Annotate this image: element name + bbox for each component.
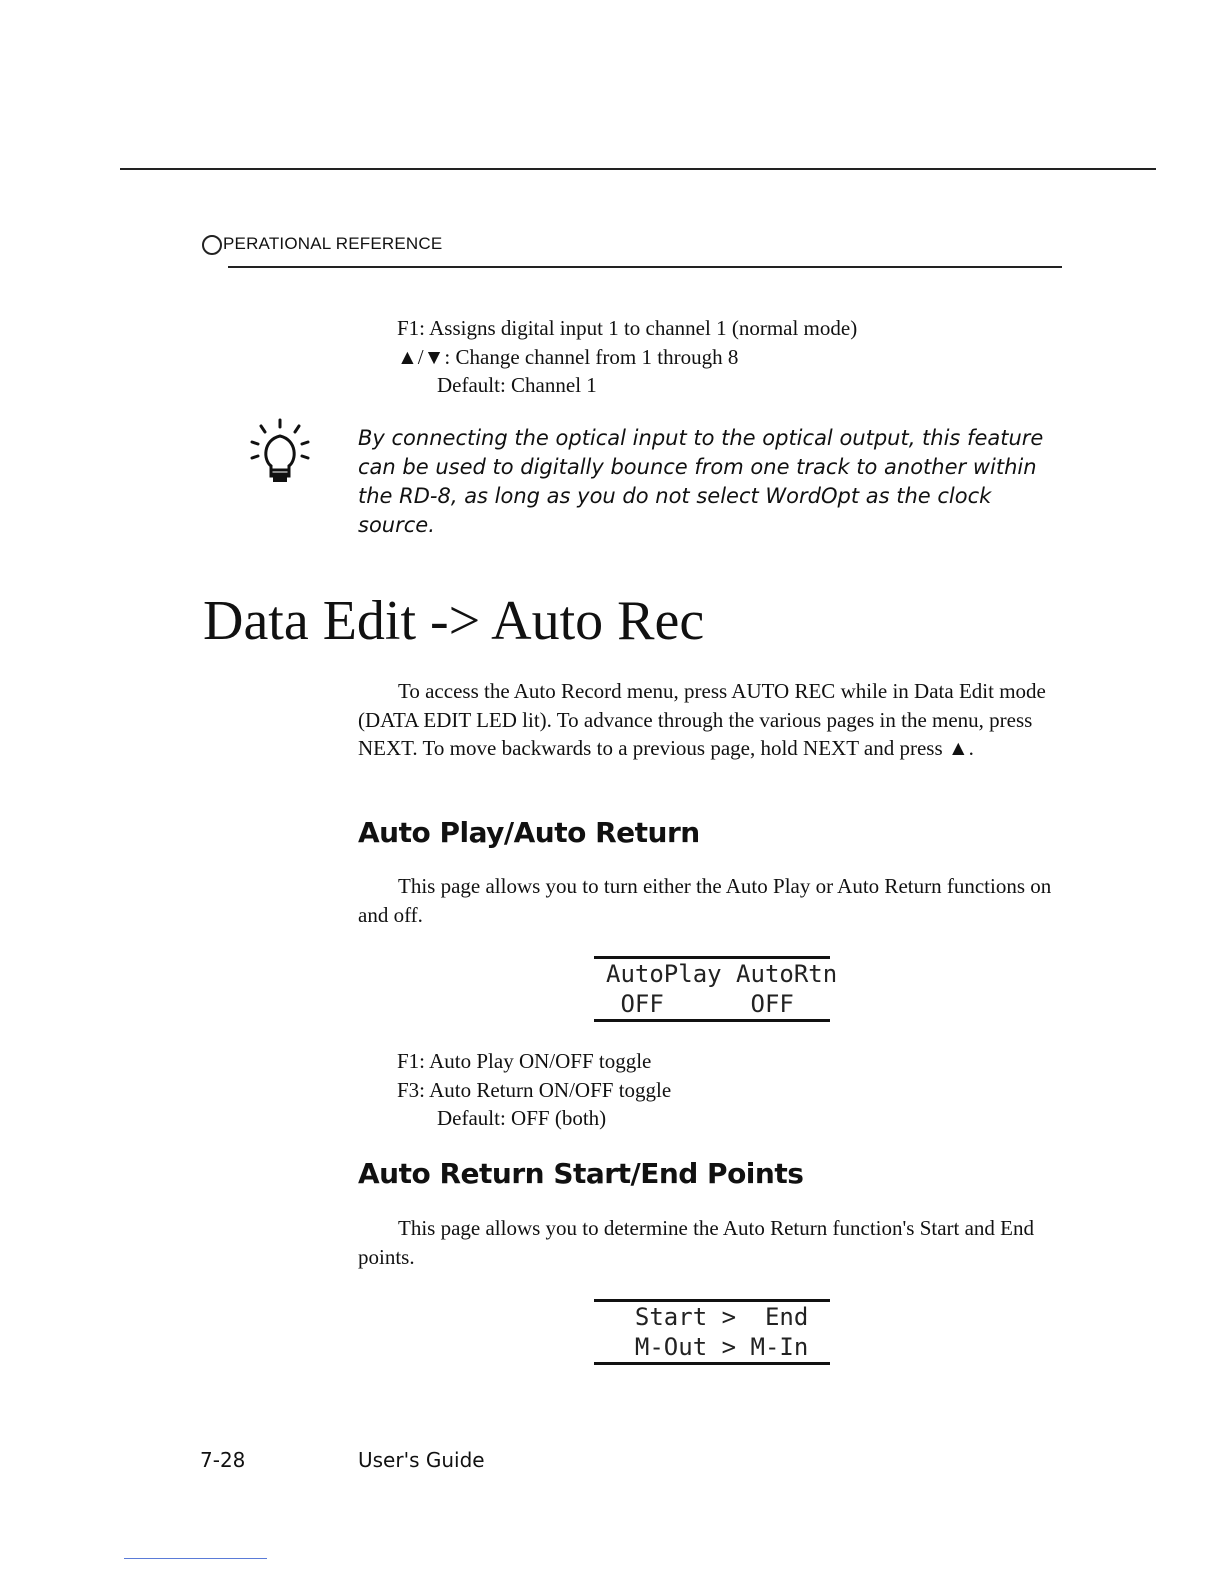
option-f1-auto-play: F1: Auto Play ON/OFF toggle [397, 1049, 652, 1073]
lcd-line-1: AutoPlay AutoRtn [606, 960, 838, 988]
channel-options [397, 314, 857, 400]
option-f1: F1: Assigns digital input 1 to channel 1 (normal mode) [397, 316, 858, 340]
tip-note: By connecting the optical input to the optical output, this feature can be used to digitally bounce from one track to another within the RD-8, as long as you do not select WordOpt as the clock source. [358, 426, 1044, 537]
running-header [202, 234, 442, 255]
lightbulb-icon [247, 418, 311, 490]
option-f3-auto-return: F3: Auto Return ON/OFF toggle [397, 1077, 672, 1102]
section-intro [358, 677, 1058, 763]
auto-play-options [397, 1047, 671, 1133]
top-rule [120, 168, 1156, 170]
bottom-rule [124, 1558, 267, 1559]
header-rule [228, 266, 1062, 268]
header-initial-o [202, 235, 222, 255]
lcd-line-2: OFF OFF [606, 990, 794, 1018]
section-title: Data Edit -> Auto Rec [203, 590, 705, 652]
header-title: PERATIONAL REFERENCE [223, 234, 443, 253]
option-arrows: ▲/▼: Change channel from 1 through 8 [397, 344, 739, 369]
auto-play-default: Default: OFF (both) [437, 1106, 607, 1130]
auto-play-lcd-display [594, 956, 838, 1022]
lcd-start-end-line-1: Start > End [606, 1303, 809, 1331]
page-number: 7-28 [200, 1448, 246, 1472]
auto-return-points-description-text: This page allows you to determine the Auto Return function's Start and End points. [358, 1216, 1034, 1269]
auto-play-description-text: This page allows you to turn either the Auto Play or Auto Return functions on and off. [358, 874, 1052, 927]
auto-return-lcd-display [594, 1299, 830, 1365]
footer-title: User's Guide [358, 1448, 485, 1472]
auto-play-heading: Auto Play/Auto Return [358, 816, 700, 849]
option-default: Default: Channel 1 [437, 373, 597, 397]
auto-play-description [358, 872, 1058, 929]
lcd-start-end-line-2: M-Out > M-In [606, 1333, 809, 1361]
intro-text: To access the Auto Record menu, press AUTO REC while in Data Edit mode (DATA EDIT LED lit). To advance through the various pages in the menu, press NEXT. To move backwards to a previous page, hold NEXT and press ▲. [358, 679, 1046, 760]
auto-return-points-heading: Auto Return Start/End Points [358, 1157, 804, 1190]
auto-return-points-description [358, 1214, 1058, 1271]
